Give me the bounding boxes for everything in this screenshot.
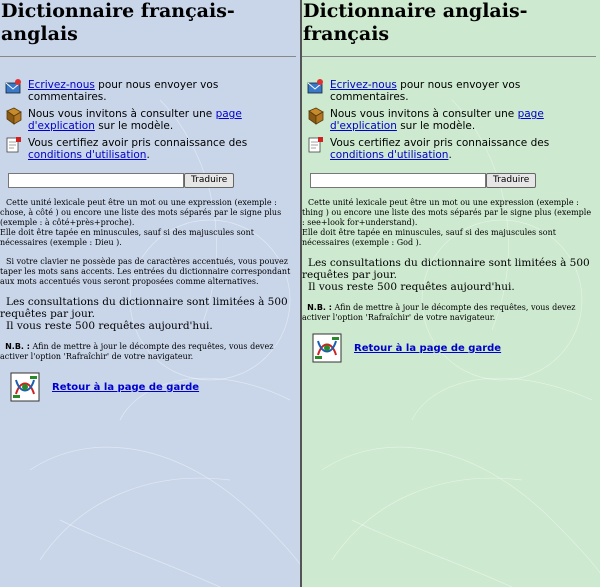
note-text: Afin de mettre à jour le décompte des requêtes, vous devez activer l'option 'Rafraîchir' de votre navigateur. — [0, 342, 274, 361]
contact-row — [306, 77, 600, 103]
note-label: N.B. : — [5, 342, 30, 351]
instructions-accents: Si votre clavier ne possède pas de caractères accentués, vous pouvez taper les mots sans accents. Les entrées du dictionnaire correspondant aux mots accentués vous seront proposées comme alternatives. — [0, 257, 291, 286]
book-icon — [4, 106, 24, 126]
document-icon — [306, 135, 326, 155]
quota-remaining: Il vous reste 500 requêtes aujourd'hui. — [308, 281, 515, 293]
translate-button[interactable]: Traduire — [486, 173, 536, 188]
terms-row — [4, 135, 300, 161]
instructions — [302, 198, 600, 248]
explanation-text-post: sur le modèle. — [94, 120, 174, 132]
explanation-text-post: sur le modèle. — [396, 120, 476, 132]
contact-text: pour nous envoyer vos commentaires. — [330, 79, 521, 103]
instructions-lowercase: Elle doit être tapée en minuscules, sauf si des majuscules sont nécessaires (exemple : Dieu ). — [0, 228, 254, 247]
contact-row — [4, 77, 300, 103]
explanation-link[interactable]: page d'explication — [330, 108, 544, 132]
home-row — [0, 372, 300, 402]
page-title-right: Dictionnaire anglais-français — [303, 0, 528, 45]
quota-info — [0, 296, 300, 332]
terms-row — [306, 135, 600, 161]
title-divider — [302, 56, 596, 57]
explanation-text-pre: Nous vous invitons à consulter une — [330, 108, 518, 120]
page-title-left: Dictionnaire français-anglais — [1, 0, 235, 45]
terms-text-pre: Vous certifiez avoir pris connaissance des — [28, 137, 248, 149]
quota-info — [302, 257, 600, 293]
terms-link[interactable]: conditions d'utilisation — [28, 149, 147, 161]
note-text: Afin de mettre à jour le décompte des requêtes, vous devez activer l'option 'Rafraîchir' de votre navigateur. — [302, 303, 576, 322]
contact-text: pour nous envoyer vos commentaires. — [28, 79, 219, 103]
mail-icon — [306, 77, 326, 97]
terms-text-post: . — [146, 149, 150, 161]
explanation-link[interactable]: page d'explication — [28, 108, 242, 132]
book-icon — [306, 106, 326, 126]
home-logo-icon[interactable] — [312, 333, 342, 363]
explanation-text-pre: Nous vous invitons à consulter une — [28, 108, 216, 120]
instructions — [0, 198, 300, 287]
refresh-note — [0, 342, 300, 362]
search-input[interactable] — [310, 173, 486, 188]
right-pane-english-french — [302, 0, 600, 587]
terms-text-post: . — [448, 149, 452, 161]
terms-link[interactable]: conditions d'utilisation — [330, 149, 449, 161]
home-logo-icon[interactable] — [10, 372, 40, 402]
contact-link[interactable]: Ecrivez-nous — [28, 79, 95, 91]
instructions-unit: Cette unité lexicale peut être un mot ou une expression (exemple : chose, à côté ) ou encore une liste des mots séparés par le signe plus (exemple : à côté+près+proche). — [0, 198, 282, 227]
translate-button[interactable]: Traduire — [184, 173, 234, 188]
explanation-row — [306, 106, 600, 132]
home-link[interactable]: Retour à la page de garde — [354, 342, 502, 354]
quota-limit: Les consultations du dictionnaire sont limitées à 500 requêtes par jour. — [0, 296, 288, 320]
document-icon — [4, 135, 24, 155]
search-form — [302, 173, 600, 188]
quota-remaining: Il vous reste 500 requêtes aujourd'hui. — [6, 320, 213, 332]
title-divider — [0, 56, 296, 57]
note-label: N.B. : — [307, 303, 332, 312]
home-link[interactable]: Retour à la page de garde — [52, 381, 200, 393]
explanation-row — [4, 106, 300, 132]
refresh-note — [302, 303, 600, 323]
instructions-lowercase: Elle doit être tapée en minuscules, sauf si des majuscules sont nécessaires (exemple : God ). — [302, 228, 556, 247]
mail-icon — [4, 77, 24, 97]
contact-link[interactable]: Ecrivez-nous — [330, 79, 397, 91]
instructions-unit: Cette unité lexicale peut être un mot ou une expression (exemple : thing ) ou encore une liste des mots séparés par le signe plus (exemple : see+look for+understand). — [302, 198, 592, 227]
terms-text-pre: Vous certifiez avoir pris connaissance des — [330, 137, 550, 149]
search-input[interactable] — [8, 173, 184, 188]
search-form — [0, 173, 300, 188]
home-row — [302, 333, 600, 363]
quota-limit: Les consultations du dictionnaire sont limitées à 500 requêtes par jour. — [302, 257, 590, 281]
